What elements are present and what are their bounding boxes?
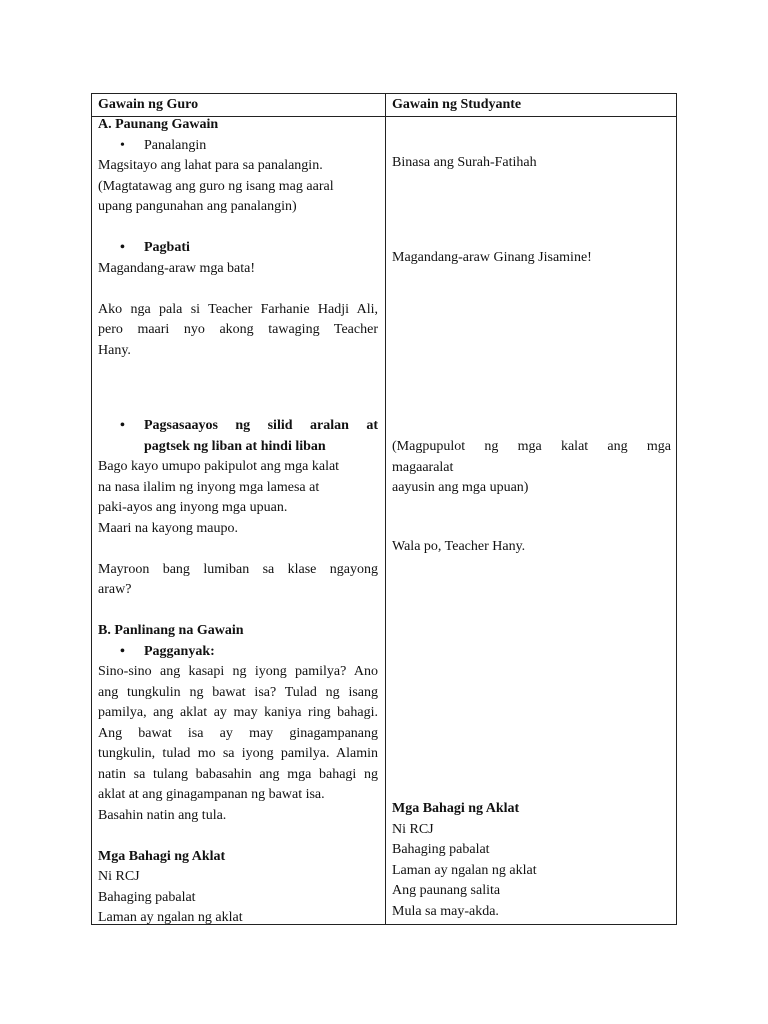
motivation-line: natin sa tulang babasahin ang mga bahagi ng xyxy=(98,766,378,782)
bullet-icon: • xyxy=(120,418,125,433)
poem-line: Laman ay ngalan ng aklat xyxy=(98,910,243,925)
student-pickup xyxy=(392,437,671,499)
student-poem-line: Mula sa may-akda. xyxy=(392,903,499,919)
poem-line: Bahaging pabalat xyxy=(98,889,196,905)
absent-question: araw? xyxy=(98,582,132,597)
arrange-line: Maari na kayong maupo. xyxy=(98,520,238,536)
intro-line: pero maari nyo akong tawaging Teacher xyxy=(98,322,378,337)
column-divider xyxy=(385,94,386,924)
pickup-line: (Magpupulot ng mga kalat ang mga xyxy=(392,439,671,454)
header-student: Gawain ng Studyante xyxy=(392,97,522,112)
bullet-label: Pagsasaayos ng silid aralan at xyxy=(144,418,378,433)
teacher-column-arrange xyxy=(98,416,378,929)
student-poem-title: Mga Bahagi ng Aklat xyxy=(392,801,520,816)
student-poem-line: Ni RCJ xyxy=(392,821,434,837)
motivation-line: Basahin natin ang tula. xyxy=(98,807,227,823)
motivation-line: Ang bawat isa ay may ginagampanang xyxy=(98,725,378,741)
bullet-label: Panalangin xyxy=(144,137,207,153)
bullet-pagsasaayos xyxy=(98,416,378,437)
bullet-pagbati xyxy=(98,238,378,259)
student-prayer xyxy=(392,153,671,174)
motivation-line: aklat at ang ginagampanan ng bawat isa. xyxy=(98,787,325,802)
student-poem-line: Laman ay ngalan ng aklat xyxy=(392,862,537,878)
student-poem-line: Ang paunang salita xyxy=(392,883,501,898)
student-greeting-line: Magandang-araw Ginang Jisamine! xyxy=(392,250,592,265)
poem-line: Ni RCJ xyxy=(98,869,140,884)
greeting-line: Magandang-araw mga bata! xyxy=(98,260,256,276)
bullet-pagganyak xyxy=(98,642,378,663)
absent-question: Mayroon bang lumiban sa klase ngayong xyxy=(98,561,378,577)
student-prayer-line: Binasa ang Surah-Fatihah xyxy=(392,155,537,170)
bullet-icon: • xyxy=(120,137,125,153)
pickup-line: aayusin ang mga upuan) xyxy=(392,480,529,495)
teacher-column xyxy=(98,115,378,361)
motivation-line: pamilya, ang aklat ay may kaniya ring bahagi. xyxy=(98,705,378,720)
section-a-title: A. Paunang Gawain xyxy=(98,117,219,132)
absent-reply-line: Wala po, Teacher Hany. xyxy=(392,539,526,554)
arrange-line: paki-ayos ang inyong mga upuan. xyxy=(98,500,288,515)
motivation-line: tungkulin, tulad mo sa iyong pamilya. Alamin xyxy=(98,746,378,761)
motivation-line: Sino-sino ang kasapi ng iyong pamilya? Ano xyxy=(98,664,378,679)
bullet-label: Pagganyak: xyxy=(144,643,215,659)
prayer-line: (Magtatawag ang guro ng isang mag aaral xyxy=(98,178,334,194)
prayer-line: Magsitayo ang lahat para sa panalangin. xyxy=(98,158,323,173)
student-poem xyxy=(392,799,671,922)
bullet-panalangin xyxy=(98,136,378,157)
student-absent-reply xyxy=(392,537,671,558)
motivation-line: ang tungkulin ng bawat isa? Tulad ng isang xyxy=(98,684,378,700)
intro-line: Hany. xyxy=(98,342,131,358)
pickup-line: magaaralat xyxy=(392,459,454,475)
bullet-label: Pagbati xyxy=(144,240,190,255)
poem-title: Mga Bahagi ng Aklat xyxy=(98,848,226,864)
intro-line: Ako nga pala si Teacher Farhanie Hadji Ali, xyxy=(98,301,378,317)
bullet-icon: • xyxy=(120,643,125,659)
arrange-line: na nasa ilalim ng inyong mga lamesa at xyxy=(98,479,320,495)
header-teacher: Gawain ng Guro xyxy=(98,97,199,112)
student-poem-line: Bahaging pabalat xyxy=(392,842,490,857)
student-greeting xyxy=(392,248,671,269)
section-b-title: B. Panlinang na Gawain xyxy=(98,623,244,638)
arrange-line: Bago kayo umupo pakipulot ang mga kalat xyxy=(98,459,340,474)
bullet-icon: • xyxy=(120,240,125,255)
bullet-label-cont: pagtsek ng liban at hindi liban xyxy=(144,438,326,454)
lesson-plan-table xyxy=(91,93,677,925)
prayer-line: upang pangunahan ang panalangin) xyxy=(98,199,297,214)
